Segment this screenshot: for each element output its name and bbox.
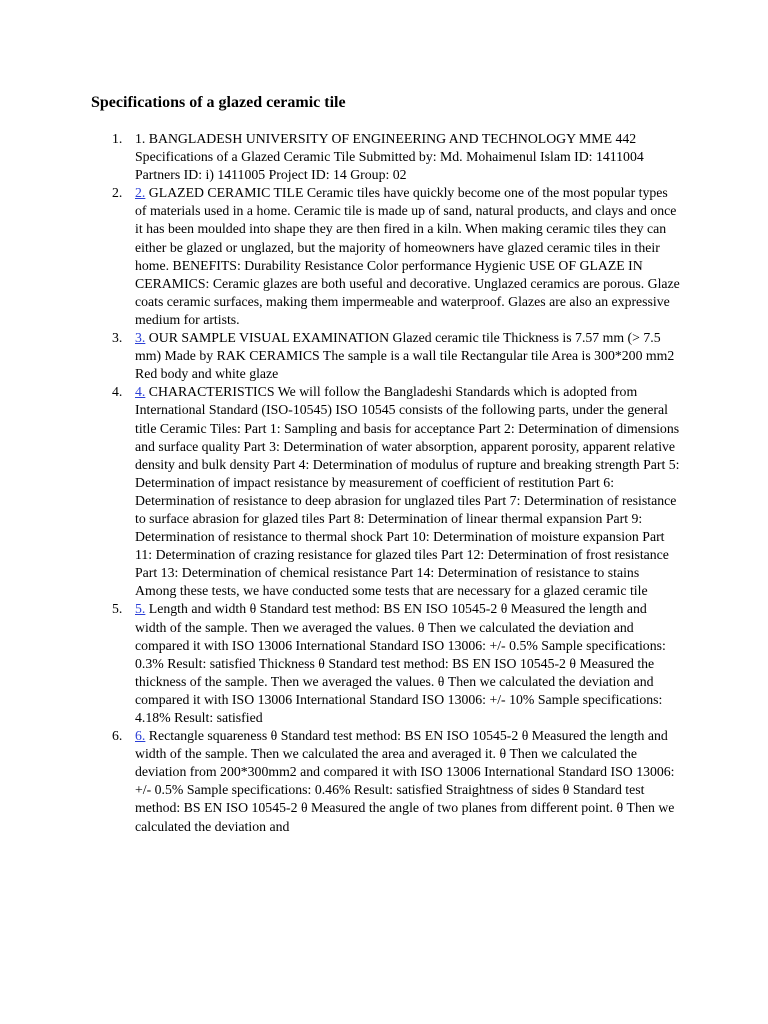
slide-link[interactable]: 6. [135,728,146,744]
list-item-body [135,600,680,727]
list-item [0,727,768,836]
list-item-body [135,727,680,836]
list-item-text: CHARACTERISTICS We will follow the Bangladeshi Standards which is adopted from International Standard (ISO-10545) ISO 10545 consists of the following parts, under the general title Ceramic Tiles: Part 1: Sampling and basis for acceptance Part 2: Determination of dimensions and surface quality Part 3: Determination of water absorption, apparent porosity, apparent relative density and bulk density Part 4: Determination of modulus of rupture and breaking strength Part 5: Determination of impact resistance by measurement of coefficient of restitution Part 6: Determination of resistance to deep abrasion for unglazed tiles Part 7: Determination of resistance to surface abrasion for glazed tiles Part 8: Determination of linear thermal expansion Part 9: Determination of resistance to thermal shock Part 10: Determination of moisture expansion Part 11: Determination of crazing resistance for glazed tiles Part 12: Determination of frost resistance Part 13: Determination of chemical resistance Part 14: Determination of resistance to stains Among these tests, we have conducted some tests that are necessary for a glazed ceramic tile [135,384,680,599]
list-item-number: 1. [112,131,123,146]
slide-link[interactable]: 5. [135,601,146,617]
list-item-text: Length and width θ Standard test method: BS EN ISO 10545-2 θ Measured the length and width of the sample. Then we averaged the values. θ Then we calculated the deviation and compared it with ISO 13006 International Standard ISO 13006: +/- 0.5% Sample specifications: 0.3% Result: satisfied Thickness θ Standard test method: BS EN ISO 10545-2 θ Measured the thickness of the sample. Then we averaged the values. θ Then we calculated the deviation and compared it with ISO 13006 International Standard ISO 13006: +/- 10% Sample specifications: 4.18% Result: satisfied [135,601,666,725]
slide-link[interactable]: 4. [135,384,146,400]
slide-link[interactable]: 3. [135,330,146,346]
specification-list [0,130,768,836]
list-item [0,130,768,184]
list-item [0,383,768,600]
page-title: Specifications of a glazed ceramic tile [91,94,346,111]
list-item-text: Rectangle squareness θ Standard test method: BS EN ISO 10545-2 θ Measured the length and width of the sample. Then we calculated the area and averaged it. θ Then we calculated the deviation from 200*300mm2 and compared it with ISO 13006 International Standard ISO 13006: +/- 0.5% Sample specifications: 0.46% Result: satisfied Straightness of sides θ Standard test method: BS EN ISO 10545-2 θ Measured the angle of two planes from different point. θ Then we calculated the deviation and [135,728,675,834]
slide-link[interactable]: 2. [135,185,146,201]
list-item-number: 5. [112,601,123,617]
list-item-text: GLAZED CERAMIC TILE Ceramic tiles have quickly become one of the most popular types of materials used in a home. Ceramic tile is made up of sand, natural products, and clays and once it has been moulded into shape they are then fired in a kiln. When making ceramic tiles they can either be glazed or unglazed, but the majority of homeowners have glazed ceramic tiles in their home. BENEFITS: Durability Resistance Color performance Hygienic USE OF GLAZE IN CERAMICS: Ceramic glazes are both useful and decorative. Unglazed ceramics are porous. Glaze coats ceramic surfaces, making them impermeable and waterproof. Glazes are also an expressive medium for artists. [135,185,680,327]
list-item-body [135,383,680,600]
list-item-body [135,130,680,184]
list-item-number: 6. [112,728,123,744]
list-item-number: 2. [112,185,123,201]
list-item [0,600,768,727]
list-item-body [135,329,680,383]
list-item [0,329,768,383]
list-item [0,184,768,329]
list-item-number: 3. [112,330,123,346]
list-item-number: 4. [112,384,123,400]
list-item-body [135,184,680,329]
list-item-text: OUR SAMPLE VISUAL EXAMINATION Glazed ceramic tile Thickness is 7.57 mm (> 7.5 mm) Made by RAK CERAMICS The sample is a wall tile Rectangular tile Area is 300*200 mm2 Red body and white glaze [135,330,675,382]
list-item-text: 1. BANGLADESH UNIVERSITY OF ENGINEERING AND TECHNOLOGY MME 442 Specifications of a Glazed Ceramic Tile Submitted by: Md. Mohaimenul Islam ID: 1411004 Partners ID: i) 1411005 Project ID: 14 Group: 02 [135,131,644,183]
